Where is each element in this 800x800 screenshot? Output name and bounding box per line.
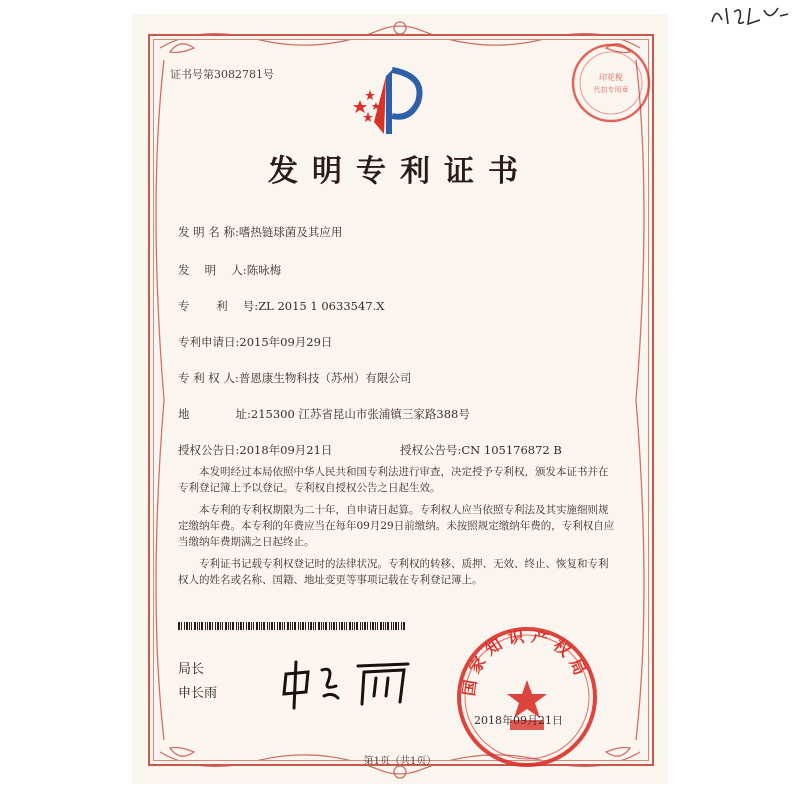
field-value: 215300 江苏省昆山市张浦镇三家路388号 bbox=[250, 407, 470, 421]
field-patent-number bbox=[178, 298, 384, 314]
paragraph: 本专利的专利权期限为二十年，自申请日起算。专利权人应当依照专利法及其实施细则规定缴纳年费。本专利的年费应当在每年09月29日前缴纳。未按照规定缴纳年费的，专利权自应当缴纳年费期满之日起终止。 bbox=[178, 504, 615, 548]
field-patentee bbox=[178, 370, 411, 386]
field-label: 授权公告日: bbox=[178, 443, 240, 457]
tax-stamp-seal bbox=[568, 40, 654, 126]
director-name: 申长雨 bbox=[178, 686, 218, 701]
field-label: 地 址: bbox=[178, 407, 251, 421]
field-label: 发 明 人: bbox=[178, 263, 247, 277]
field-label: 授权公告号: bbox=[400, 443, 462, 457]
field-label: 发 明 名 称: bbox=[178, 225, 239, 239]
field-label: 专利申请日: bbox=[178, 335, 240, 349]
field-value: CN 105176872 B bbox=[461, 443, 562, 457]
handwritten-note bbox=[708, 2, 792, 28]
field-value: 普恩康生物科技（苏州）有限公司 bbox=[238, 371, 412, 385]
director-signature bbox=[278, 656, 428, 712]
patent-office-logo bbox=[346, 62, 436, 142]
field-grant-number bbox=[400, 442, 562, 458]
field-grant-date bbox=[178, 442, 332, 458]
barcode bbox=[178, 622, 408, 630]
field-invention-name bbox=[178, 224, 342, 240]
field-value: ZL 2015 1 0633547.X bbox=[258, 299, 385, 313]
certificate-title: 发明专利证书 bbox=[268, 154, 532, 189]
paragraph: 专利证书记载专利权登记时的法律状况。专利权的转移、质押、无效、终止、恢复和专利权人的姓名或名称、国籍、地址变更等事项记载在专利登记簿上。 bbox=[178, 558, 609, 586]
field-address bbox=[178, 406, 470, 422]
seal-date: 2018年09月21日 bbox=[474, 714, 563, 727]
director-block bbox=[178, 658, 217, 706]
paragraph: 本发明经过本局依照中华人民共和国专利法进行审查，决定授予专利权，颁发本证书并在专利登记簿上予以登记。专利权自授权公告之日起生效。 bbox=[178, 466, 609, 494]
field-label: 专 利 号: bbox=[178, 299, 259, 313]
seal-text: 国家知识产权局 bbox=[459, 625, 593, 698]
certificate-body bbox=[178, 464, 616, 594]
field-value: 嗜热链球菌及其应用 bbox=[238, 225, 343, 239]
svg-text:印花税: 印花税 bbox=[599, 73, 623, 82]
page-number: 第1页（共1页） bbox=[363, 756, 437, 767]
field-value: 2015年09月29日 bbox=[239, 335, 333, 349]
field-filing-date bbox=[178, 334, 332, 350]
field-label: 专 利 权 人: bbox=[178, 371, 239, 385]
field-value: 2018年09月21日 bbox=[239, 443, 333, 457]
svg-text:代扣专用章: 代扣专用章 bbox=[593, 86, 629, 94]
director-label: 局长 bbox=[178, 662, 205, 677]
field-inventor bbox=[178, 262, 281, 278]
field-value: 陈咏梅 bbox=[246, 263, 282, 277]
state-ip-office-seal bbox=[452, 622, 602, 772]
certificate-serial: 证书号第3082781号 bbox=[170, 68, 274, 81]
